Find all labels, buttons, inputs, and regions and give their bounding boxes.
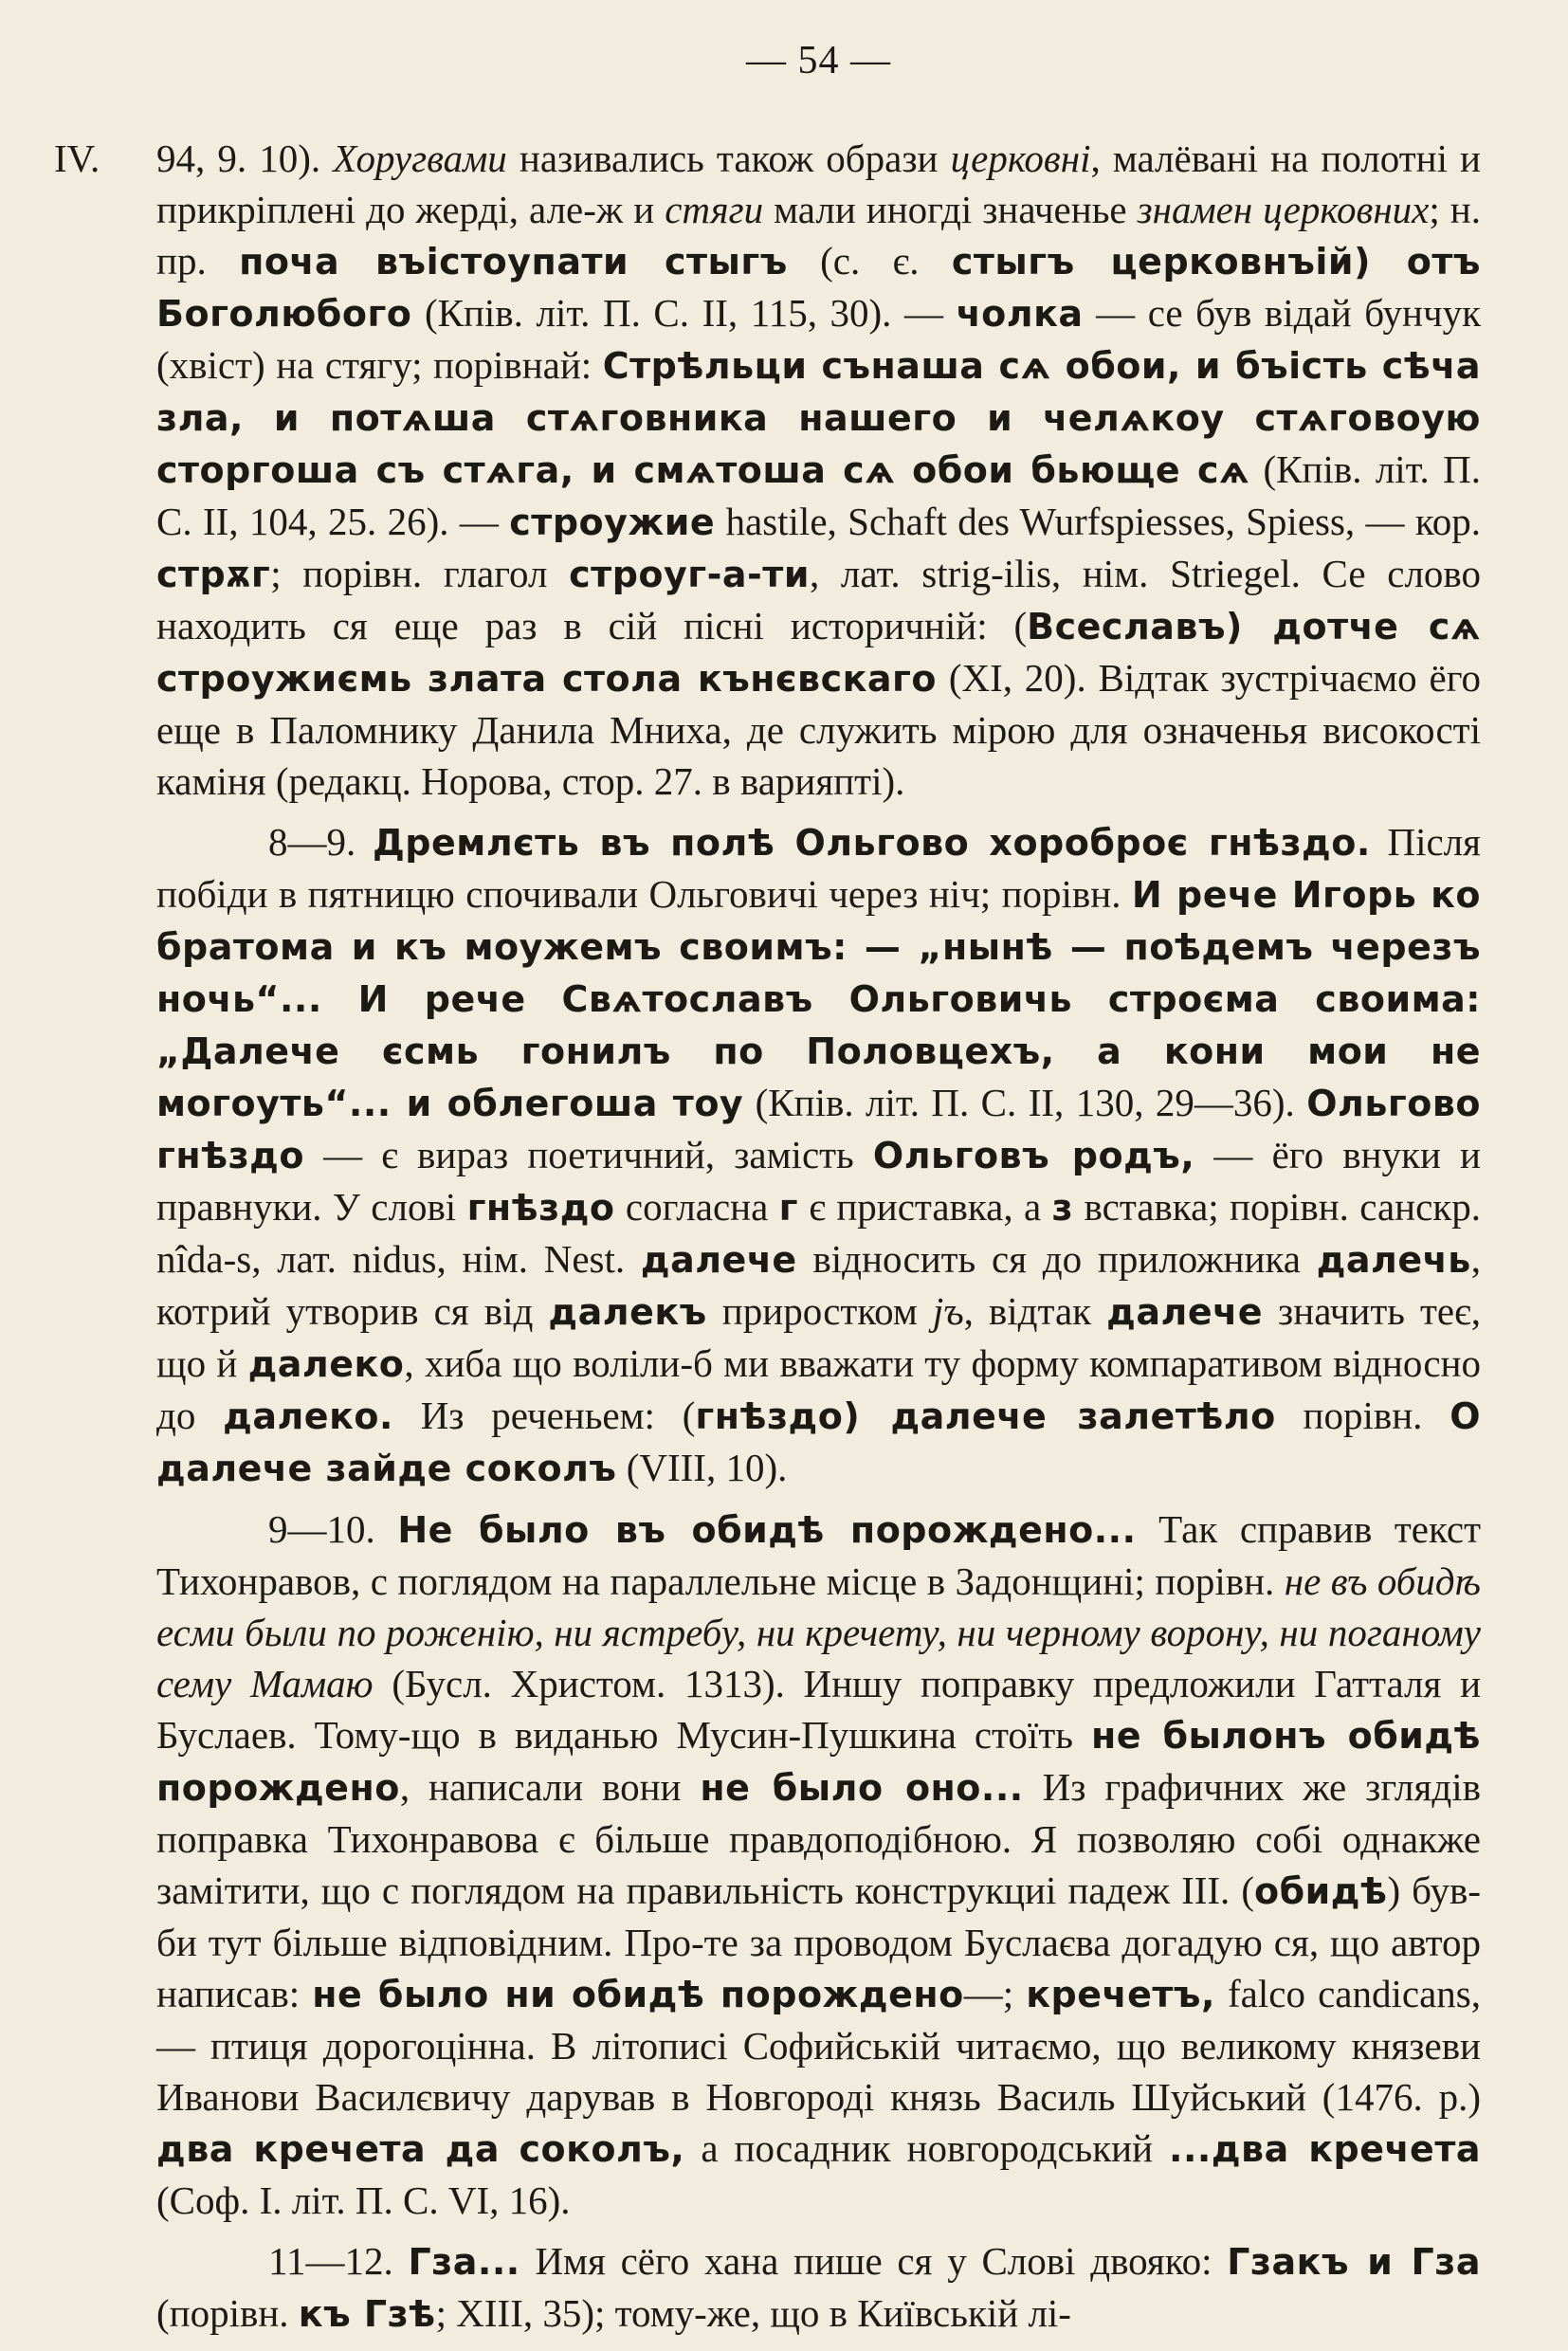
paragraph-text: 9—10. Не было въ обидѣ порождено... Так справив текст Тихонравов, с поглядом на параллельне місце в Задонщині; порівн. не въ обидѣ есми были по роженію, ни ястребу, ни кречету, ни черному ворону, ни поганому сему Мамаю (Бусл. Христом. 1313). Иншу поправку предложили Гатталя и Буслаев. Тому-що в виданью Мусин-Пушкина стоїть не былонъ обидѣ порождено, написали вони не было оно... Из графичних же зглядів поправка Тихонравова є більше правдоподібною. Я позволяю собі однакже замітити, що с поглядом на правильність конструкциі падеж III. (обидѣ) був-би тут більше відповідним. Про-те за проводом Буслаєва догадую ся, що автор написав: не было ни обидѣ порождено—; кречетъ, falco candicans, — птиця дорогоцінна. В літописі Софийській читаємо, що великому князеви Иванови Василєвичу дарував в Новгороді князь Василь Шуйський (1476. р.) два кречета да соколъ, а посадник новгородський ...два кречета (Соф. I. літ. П. С. VI, 16). bbox=[156, 1507, 1482, 2222]
page-number: — 54 — bbox=[746, 39, 891, 82]
margin-roman-numeral: IV. bbox=[54, 137, 100, 180]
paragraph-9-10 bbox=[156, 1504, 1481, 2226]
paragraph-text: 8—9. Дремлєть въ полѣ Ольгово хороброє гнѣздо. Після побіди в пятницю спочивали Ольговичі через ніч; порівн. И рече Игорь ко братома и къ моужемъ своимъ: — „нынѣ — поѣдемъ черезъ ночь“... И рече Свѧтославъ Ольговичь строєма своима: „Далече єсмь гонилъ по Половцехъ, а кони мои не могоуть“... и облегоша тоу (Кпів. літ. П. С. II, 130, 29—36). Ольгово гнѣздо — є вираз поетичний, замість Ольговъ родъ, — ёго внуки и правнуки. У слові гнѣздо согласна г є приставка, а з вставка; порівн. санскр. nîda-s, лат. nidus, нім. Nest. далече відносить ся до приложника далечь, котрий утворив ся від далекъ приростком jъ, відтак далече значить теє, що й далеко, хиба що воліли-б ми вважати ту форму компаративом відносно до далеко. Из реченьем: (гнѣздо) далече залетѣло порівн. О далече зайде соколъ (VIII, 10). bbox=[156, 820, 1481, 1489]
paragraph-text: 94, 9. 10). Хоругвами називались також образи церковні, малёвані на полотні и прикріплені до жерді, але-ж и стяги мали иногді значенье знамен церковних; н. пр. поча въістоупати стыгъ (с. є. стыгъ церковнъій) отъ Боголюбого (Кпів. літ. П. С. II, 115, 30). — чолка — се був відай бунчук (хвіст) на стягу; порівнай: Стрѣльци сънаша сѧ обои, и бъість сѣча зла, и потѧша стѧговника нашего и челѧкоу стѧговоую сторгоша съ стѧга, и смѧтоша сѧ обои бьюще сѧ (Кпів. літ. П. С. II, 104, 25. 26). — строужие hastile, Schaft des Wurfspiesses, Spiess, — кор. стрѫг; порівн. глагол строуг-а-ти, лат. strig-ilis, нім. Striegel. Се слово находить ся еще раз в сій пісні историчній: (Всеславъ) дотче сѧ строужиємь злата стола кънєвскаго (XI, 20). Відтак зустрічаємо ёго еще в Паломнику Данила Мниха, де служить мірою для означенья високості каміня (редакц. Норова, стор. 27. в варияпті). bbox=[156, 137, 1482, 803]
paragraph-11-12 bbox=[156, 2235, 1481, 2340]
paragraph-text: 11—12. Гза... Имя сёго хана пише ся у Слові двояко: Гзакъ и Гза (порівн. къ Гзѣ; XIII, 35); тому-же, що в Київській лі- bbox=[156, 2239, 1481, 2335]
paragraph-continuation bbox=[54, 133, 1482, 807]
paragraph-8-9 bbox=[156, 816, 1481, 1494]
